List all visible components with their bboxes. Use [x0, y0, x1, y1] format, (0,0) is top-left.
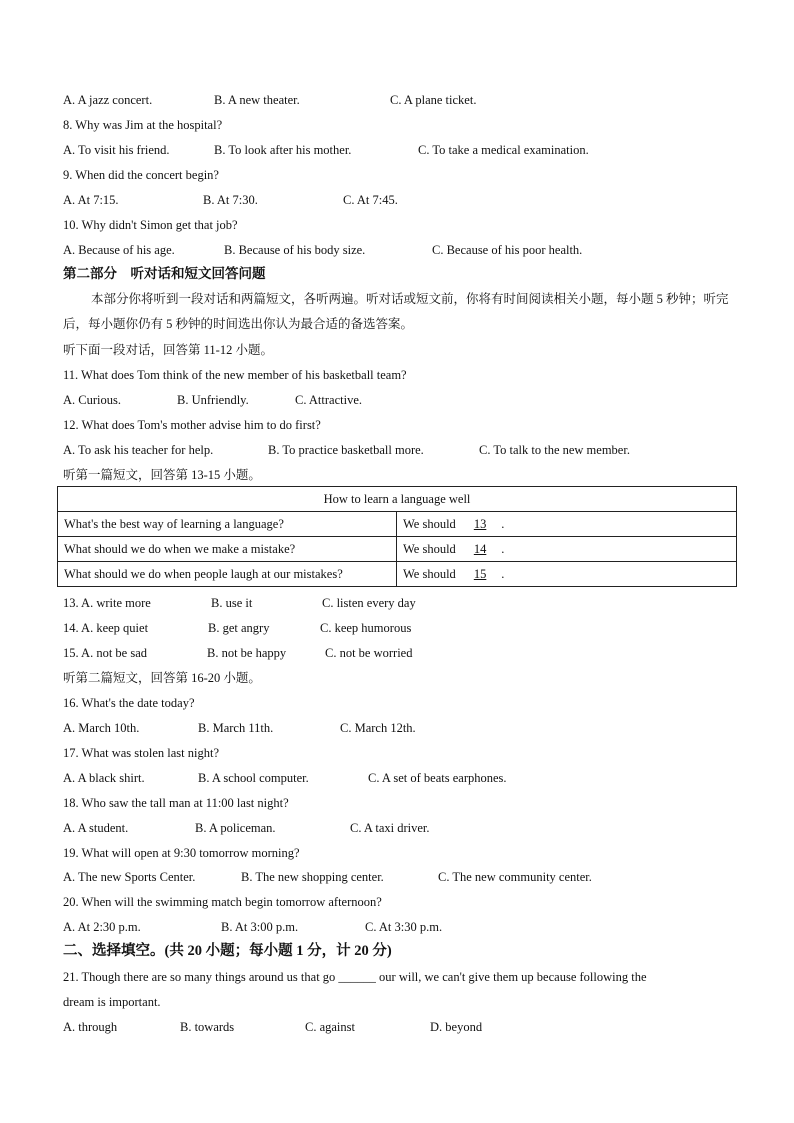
table-question: What should we do when people laugh at our mistakes? [58, 562, 397, 587]
passage1-instruction: 听第一篇短文，回答第 13-15 小题。 [63, 468, 261, 482]
q21-question-line2: dream is important. [63, 995, 161, 1009]
q20-option-b: B. At 3:00 p.m. [221, 920, 299, 934]
q9-option-c: C. At 7:45. [343, 193, 398, 207]
q9-option-b: B. At 7:30. [203, 193, 258, 207]
q13-option-a: 13. A. write more [63, 596, 151, 610]
q7-option-b: B. A new theater. [214, 93, 300, 107]
q14-option-c: C. keep humorous [320, 621, 412, 635]
q10-option-c: C. Because of his poor health. [432, 243, 583, 257]
q15-option-c: C. not be worried [325, 646, 413, 660]
q11-option-b: B. Unfriendly. [177, 393, 249, 407]
q20-question: 20. When will the swimming match begin tomorrow afternoon? [63, 895, 382, 909]
q16-option-b: B. March 11th. [198, 721, 274, 735]
notes-table [57, 486, 737, 587]
table-question: What should we do when we make a mistake? [58, 537, 397, 562]
q13-option-b: B. use it [211, 596, 253, 610]
table-answer [397, 537, 737, 562]
q15-option-b: B. not be happy [207, 646, 287, 660]
q19-option-b: B. The new shopping center. [241, 870, 384, 884]
q7-option-a: A. A jazz concert. [63, 93, 153, 107]
q20-option-c: C. At 3:30 p.m. [365, 920, 443, 934]
q20-option-a: A. At 2:30 p.m. [63, 920, 141, 934]
q11-option-a: A. Curious. [63, 393, 121, 407]
q16-question: 16. What's the date today? [63, 696, 195, 710]
table-question: What's the best way of learning a language? [58, 512, 397, 537]
q11-option-c: C. Attractive. [295, 393, 362, 407]
q9-option-a: A. At 7:15. [63, 193, 119, 207]
q16-option-c: C. March 12th. [340, 721, 416, 735]
table-row [58, 562, 737, 587]
q10-option-a: A. Because of his age. [63, 243, 175, 257]
q7-option-c: C. A plane ticket. [390, 93, 477, 107]
q18-question: 18. Who saw the tall man at 11:00 last night? [63, 796, 289, 810]
q9-question: 9. When did the concert begin? [63, 168, 219, 182]
q8-question: 8. Why was Jim at the hospital? [63, 118, 223, 132]
q19-option-a: A. The new Sports Center. [63, 870, 196, 884]
q21-option-a: A. through [63, 1020, 118, 1034]
answer-end: . [501, 566, 505, 581]
answer-blank: 15 [473, 566, 487, 581]
answer-end: . [501, 541, 505, 556]
table-answer [397, 562, 737, 587]
q12-option-c: C. To talk to the new member. [479, 443, 630, 457]
q21-option-b: B. towards [180, 1020, 235, 1034]
q8-option-b: B. To look after his mother. [214, 143, 352, 157]
q13-option-c: C. listen every day [322, 596, 416, 610]
q18-option-b: B. A policeman. [195, 821, 276, 835]
q18-option-c: C. A taxi driver. [350, 821, 430, 835]
answer-prefix: We should [403, 566, 456, 581]
answer-end: . [501, 516, 505, 531]
q8-option-c: C. To take a medical examination. [418, 143, 589, 157]
q21-option-c: C. against [305, 1020, 355, 1034]
passage2-instruction: 听第二篇短文，回答第 16-20 小题。 [63, 671, 261, 685]
q8-option-a: A. To visit his friend. [63, 143, 170, 157]
q17-option-b: B. A school computer. [198, 771, 309, 785]
q12-question: 12. What does Tom's mother advise him to do first? [63, 418, 321, 432]
q18-option-a: A. A student. [63, 821, 129, 835]
q21-question-line1: 21. Though there are so many things around us that go ______ our will, we can't give them up because following the [63, 970, 647, 984]
q11-question: 11. What does Tom think of the new member of his basketball team? [63, 368, 407, 382]
q10-option-b: B. Because of his body size. [224, 243, 366, 257]
q21-option-d: D. beyond [430, 1020, 483, 1034]
q14-option-b: B. get angry [208, 621, 270, 635]
table-row [58, 512, 737, 537]
q17-question: 17. What was stolen last night? [63, 746, 219, 760]
q12-option-b: B. To practice basketball more. [268, 443, 424, 457]
q10-question: 10. Why didn't Simon get that job? [63, 218, 238, 232]
table-answer [397, 512, 737, 537]
q14-option-a: 14. A. keep quiet [63, 621, 149, 635]
part2-intro: 本部分你将听到一段对话和两篇短文，各听两遍。听对话或短文前，你将有时间阅读相关小题，每小题 5 秒钟；听完后，每小题你仍有 5 秒钟的时间选出你认为最合适的备选答案。 [63, 292, 729, 331]
q19-option-c: C. The new community center. [438, 870, 592, 884]
answer-prefix: We should [403, 541, 456, 556]
dialog-instruction: 听下面一段对话，回答第 11-12 小题。 [63, 343, 273, 357]
table-row [58, 537, 737, 562]
part2-title: 第二部分 听对话和短文回答问题 [63, 266, 266, 281]
answer-blank: 14 [473, 541, 487, 556]
section2-title: 二、选择填空。(共 20 小题；每小题 1 分，计 20 分) [63, 943, 392, 959]
q15-option-a: 15. A. not be sad [63, 646, 148, 660]
q17-option-a: A. A black shirt. [63, 771, 145, 785]
q19-question: 19. What will open at 9:30 tomorrow morning? [63, 846, 300, 860]
q17-option-c: C. A set of beats earphones. [368, 771, 507, 785]
answer-blank: 13 [473, 516, 487, 531]
q12-option-a: A. To ask his teacher for help. [63, 443, 214, 457]
table-caption: How to learn a language well [58, 487, 737, 512]
q16-option-a: A. March 10th. [63, 721, 140, 735]
answer-prefix: We should [403, 516, 456, 531]
